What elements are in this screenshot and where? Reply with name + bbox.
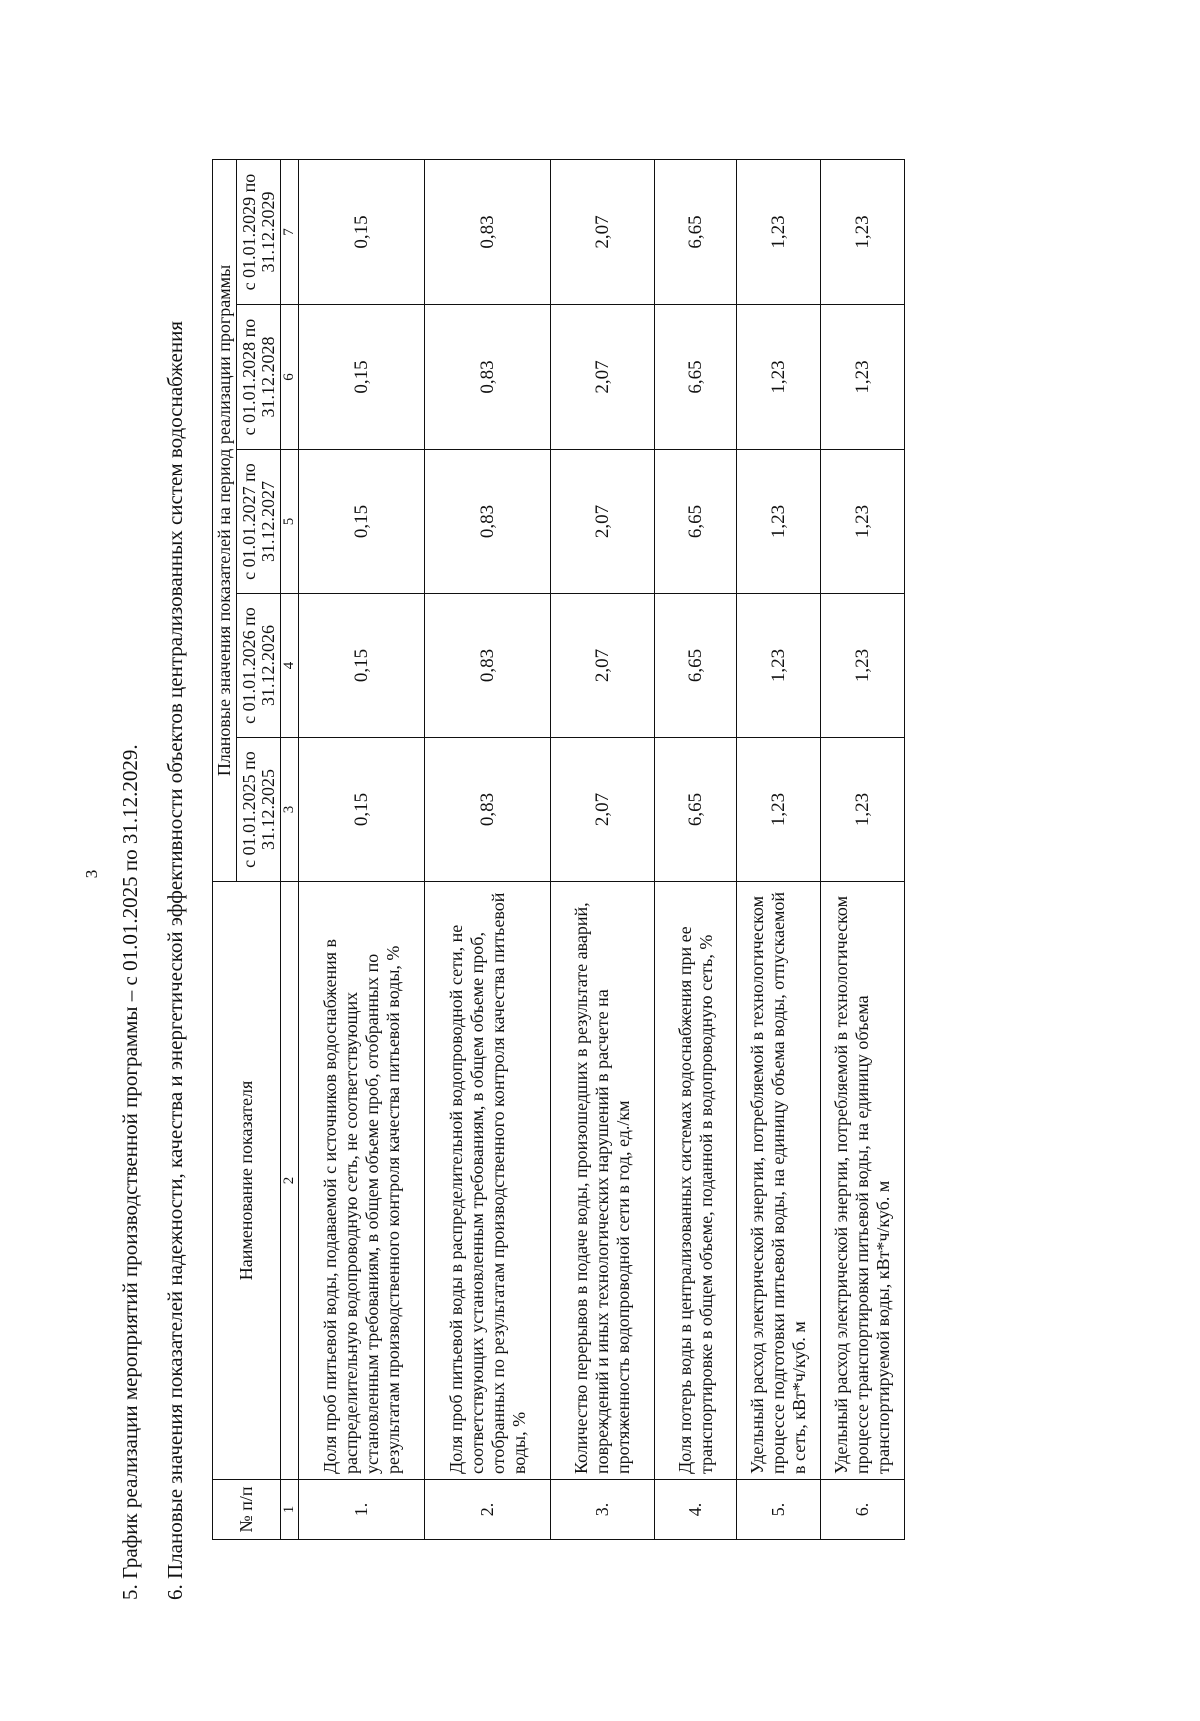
row-number: 3. (551, 1480, 655, 1540)
indicator-value: 1,23 (821, 594, 905, 738)
indicator-value: 1,23 (821, 450, 905, 594)
indicator-value: 6,65 (655, 738, 737, 882)
row-number: 2. (425, 1480, 551, 1540)
indicator-value: 1,23 (821, 305, 905, 450)
indicator-value: 2,07 (551, 594, 655, 738)
column-number: 2 (281, 882, 299, 1480)
header-period-2026: с 01.01.2026 по 31.12.2026 (237, 594, 281, 738)
indicator-value: 0,15 (299, 305, 425, 450)
section-5-text: 5. График реализации мероприятий производственной программы – с 01.01.2025 по 31.12.2029. (118, 744, 142, 1600)
indicator-value: 0,15 (299, 160, 425, 305)
indicator-value: 1,23 (737, 305, 821, 450)
row-number: 6. (821, 1480, 905, 1540)
column-number: 1 (281, 1480, 299, 1540)
indicator-value: 1,23 (737, 160, 821, 305)
page-number: 3 (82, 869, 101, 879)
header-no: № п/п (213, 1480, 281, 1540)
indicator-value: 0,83 (425, 305, 551, 450)
indicator-value: 2,07 (551, 450, 655, 594)
indicator-value: 0,15 (299, 450, 425, 594)
column-number-row (281, 160, 299, 1540)
column-number: 5 (281, 450, 299, 594)
indicator-value: 0,83 (425, 450, 551, 594)
table-row (655, 160, 737, 1540)
indicator-value: 6,65 (655, 305, 737, 450)
indicator-value: 1,23 (737, 738, 821, 882)
column-number: 3 (281, 738, 299, 882)
indicator-value: 2,07 (551, 738, 655, 882)
indicator-name: Доля потерь воды в централизованных системах водоснабжения при ее транспортировке в общем объеме, поданной в водопроводную сеть, % (655, 882, 737, 1480)
section-6-heading: 6. Плановые значения показателей надежности, качества и энергетической эффективности объектов централизованных систем водоснабжения (163, 320, 187, 1600)
table-row (821, 160, 905, 1540)
table-row (551, 160, 655, 1540)
header-period-2025: с 01.01.2025 по 31.12.2025 (237, 738, 281, 882)
indicator-value: 1,23 (821, 738, 905, 882)
indicator-value: 0,83 (425, 738, 551, 882)
header-name: Наименование показателя (213, 882, 281, 1480)
header-period-2027: с 01.01.2027 по 31.12.2027 (237, 450, 281, 594)
indicator-value: 0,15 (299, 594, 425, 738)
indicator-value: 0,83 (425, 160, 551, 305)
row-number: 1. (299, 1480, 425, 1540)
indicator-value: 1,23 (737, 450, 821, 594)
indicator-value: 6,65 (655, 594, 737, 738)
indicator-value: 6,65 (655, 160, 737, 305)
table-row (737, 160, 821, 1540)
rotated-content (100, 140, 1100, 1600)
indicator-name: Удельный расход электрической энергии, потребляемой в технологическом процессе подготовки питьевой воды, на единицу объема воды, отпускаемой в сеть, кВт*ч/куб. м (737, 882, 821, 1480)
row-number: 5. (737, 1480, 821, 1540)
column-number: 4 (281, 594, 299, 738)
table-row (299, 160, 425, 1540)
indicator-value: 6,65 (655, 450, 737, 594)
header-period-2028: с 01.01.2028 по 31.12.2028 (237, 305, 281, 450)
table-row (425, 160, 551, 1540)
row-number: 4. (655, 1480, 737, 1540)
indicator-name: Доля проб питьевой воды в распределительной водопроводной сети, не соответствующих установленным требованиям, в общем объеме проб, отобранных по результатам производственного контроля качества питьевой воды, % (425, 882, 551, 1480)
indicator-value: 2,07 (551, 305, 655, 450)
column-number: 7 (281, 160, 299, 305)
header-period-group: Плановые значения показателей на период реализации программы (213, 160, 237, 882)
column-number: 6 (281, 305, 299, 450)
indicator-name: Количество перерывов в подаче воды, произошедших в результате аварий, повреждений и иных технологических нарушений в расчете на протяженность водопроводной сети в год, ед./км (551, 882, 655, 1480)
header-period-2029: с 01.01.2029 по 31.12.2029 (237, 160, 281, 305)
indicator-name: Доля проб питьевой воды, подаваемой с источников водоснабжения в распределительную водопроводную сеть, не соответствующих установленным требованиям, в общем объеме проб, отобранных по результатам производственного контроля качества питьевой воды, % (299, 882, 425, 1480)
indicator-value: 0,15 (299, 738, 425, 882)
indicators-table (212, 159, 905, 1540)
indicator-name: Удельный расход электрической энергии, потребляемой в технологическом процессе транспортировки питьевой воды, на единицу объема транспортируемой воды, кВт*ч/куб. м (821, 882, 905, 1480)
indicator-value: 1,23 (737, 594, 821, 738)
indicator-value: 2,07 (551, 160, 655, 305)
indicator-value: 0,83 (425, 594, 551, 738)
indicator-value: 1,23 (821, 160, 905, 305)
